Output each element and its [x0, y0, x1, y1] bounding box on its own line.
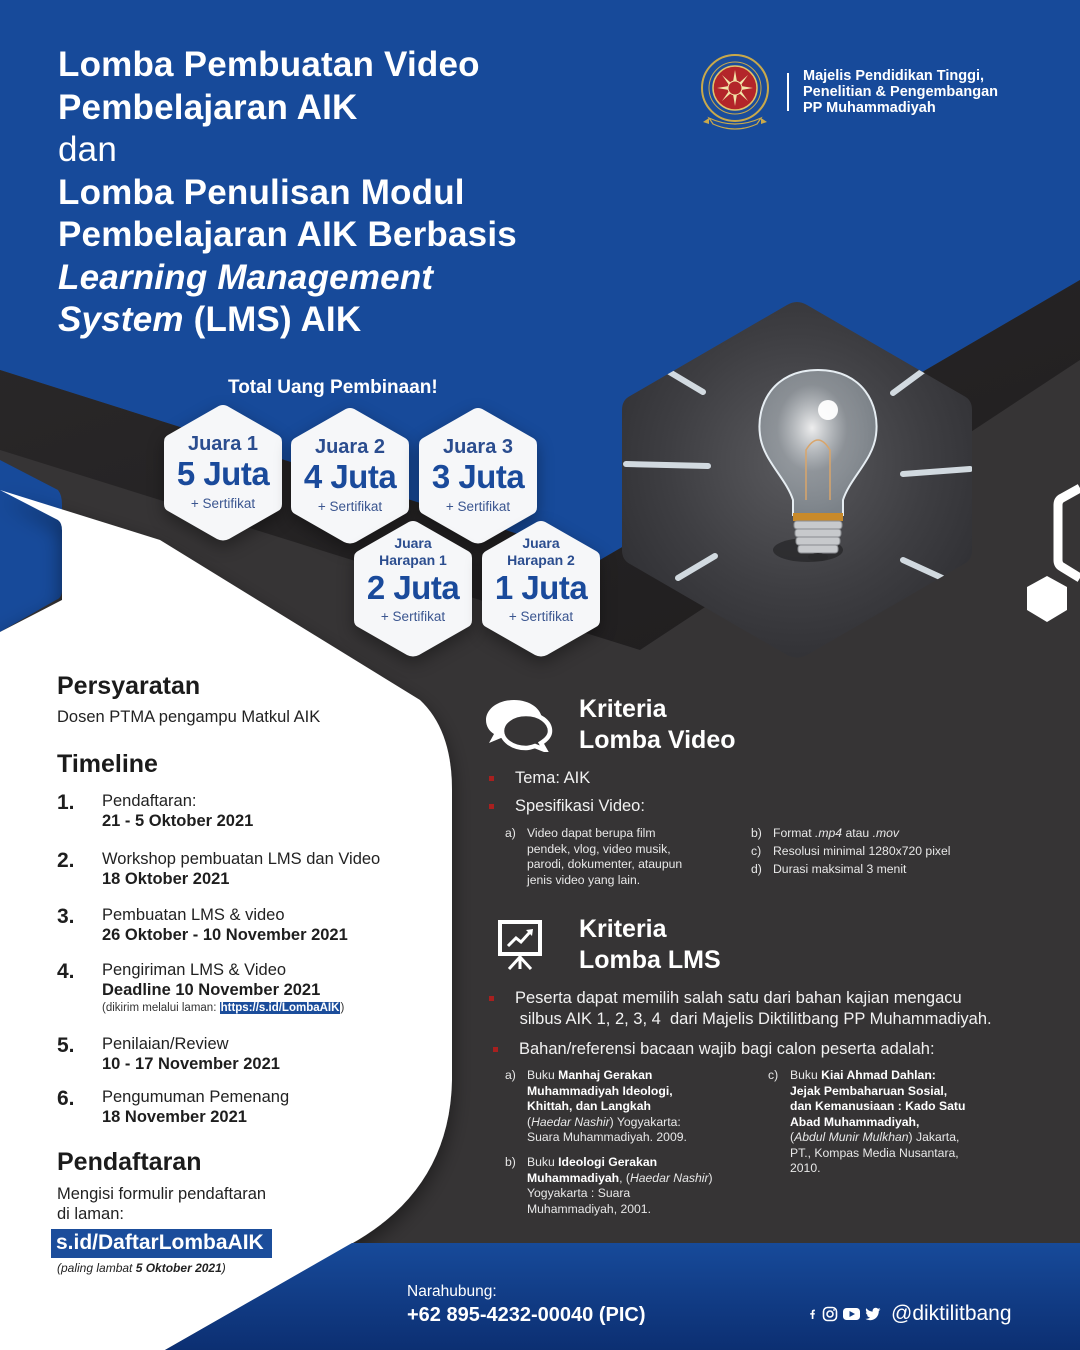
ref-title: Abad Muhammadiyah, — [790, 1114, 920, 1129]
light-bulb-icon — [618, 300, 976, 660]
video-spec-a — [505, 826, 747, 888]
timeline-number: 4. — [57, 960, 75, 983]
lms-bullet — [515, 988, 1075, 1030]
ref-title: Jejak Pembaharuan Sosial, — [790, 1083, 948, 1098]
prize-amount: 3 Juta — [431, 458, 525, 495]
ref-author: Haedar Nashir — [531, 1114, 610, 1129]
prize-label-line-2: Harapan 1 — [379, 552, 447, 568]
video-spec-b — [751, 826, 900, 842]
bulb-photo — [618, 300, 976, 660]
kriteria-lms-title — [579, 914, 721, 976]
timeline-date: Deadline 10 November 2021 — [102, 981, 321, 999]
spec-marker: d) — [751, 862, 762, 876]
ref-publisher: Yogyakarta : Suara — [527, 1186, 631, 1200]
prize-amount: 5 Juta — [176, 455, 270, 492]
prize-extra: + Sertifikat — [445, 499, 511, 514]
lms-bullet — [519, 1039, 935, 1060]
ref-marker: b) — [505, 1155, 516, 1169]
spec-marker: c) — [751, 844, 762, 858]
ref-title: Muhammadiyah — [527, 1170, 620, 1185]
org-line-3: PP Muhammadiyah — [803, 100, 936, 116]
persyaratan-text: Dosen PTMA pengampu Matkul AIK — [57, 708, 321, 726]
ref-author: Haedar Nashir — [629, 1170, 709, 1185]
spec-text: Resolusi minimal 1280x720 pixel — [773, 844, 951, 858]
ref-title: Khittah, dan Langkah — [527, 1099, 651, 1113]
video-bullet — [515, 768, 590, 789]
youtube-icon[interactable] — [842, 1306, 861, 1322]
prize-heading: Total Uang Pembinaan! — [228, 377, 438, 398]
title-line-1: Lomba Pembuatan Video — [58, 45, 480, 84]
title-line-7 — [58, 299, 618, 342]
timeline-heading: Timeline — [57, 750, 158, 778]
timeline-number: 3. — [57, 905, 75, 928]
ref-prefix: Buku — [790, 1068, 822, 1082]
spec-line: Video dapat berupa film — [527, 826, 656, 840]
timeline-title: Pembuatan LMS & video — [102, 906, 285, 924]
note-prefix: (dikirim melalui laman: — [102, 1002, 220, 1014]
ref-publisher: Muhammadiyah, 2001. — [527, 1201, 651, 1216]
title-line-2: Pembelajaran AIK — [58, 87, 358, 127]
title-lms-suffix: (LMS) AIK — [183, 300, 362, 339]
spec-text: Format — [773, 826, 815, 840]
contact-label: Narahubung: — [407, 1283, 497, 1300]
prize-amount: 4 Juta — [303, 458, 397, 495]
title-line-3: dan — [58, 130, 117, 169]
ref-author: Abdul Munir Mulkhan — [794, 1130, 909, 1144]
prize-card-harapan-2 — [480, 519, 602, 659]
social-handle[interactable]: @diktilitbang — [891, 1302, 1012, 1325]
video-bullet-text: Tema: AIK — [515, 769, 591, 787]
deadline-suffix: ) — [221, 1261, 226, 1275]
ref-marker: a) — [505, 1068, 516, 1082]
title-italic-lms-2: System — [58, 300, 184, 339]
prize-extra: + Sertifikat — [317, 499, 383, 514]
timeline-title: Workshop pembuatan LMS dan Video — [102, 850, 381, 868]
timeline-date: 26 Oktober - 10 November 2021 — [102, 926, 348, 944]
spec-line: pendek, vlog, video musik, — [527, 841, 671, 856]
ref-title: Manhaj Gerakan — [558, 1068, 653, 1082]
ref-marker: c) — [768, 1068, 779, 1082]
ref-publisher: PT., Kompas Media Nusantara, — [790, 1145, 959, 1160]
reference-c: c) Buku Kiai Ahmad Dahlan: Jejak Pembaharuan Sosial, dan Kemanusiaan : Kado Satu Abad Muhammadiyah, (Abdul Munir Mulkhan) Jakarta, PT., Kompas Media Nusantara, 2010. — [790, 1068, 1030, 1177]
registration-deadline-note — [57, 1261, 226, 1275]
video-spec-d — [751, 862, 907, 878]
instagram-icon[interactable] — [822, 1306, 838, 1322]
timeline-date: 18 November 2021 — [102, 1108, 247, 1126]
prize-label: Juara 2 — [314, 436, 386, 458]
timeline-date: 21 - 5 Oktober 2021 — [102, 812, 254, 830]
timeline-number: 5. — [57, 1034, 75, 1057]
kriteria-lms-title-line-2: Lomba LMS — [579, 946, 721, 974]
submission-link[interactable]: https://s.id/LombaAIK — [220, 1002, 340, 1014]
title-italic-lms-1: Learning Management — [58, 257, 434, 297]
prize-label-line-2: Harapan 2 — [507, 552, 575, 568]
timeline-number: 2. — [57, 849, 75, 872]
ref-title: Kiai Ahmad Dahlan: — [821, 1068, 936, 1082]
org-divider — [787, 73, 789, 111]
timeline-number: 6. — [57, 1087, 75, 1110]
ref-prefix: Buku — [527, 1068, 559, 1082]
ref-prefix: Buku — [527, 1155, 559, 1169]
lms-bullet-line-1: Peserta dapat memilih salah satu dari bahan kajian mengacu — [515, 989, 962, 1007]
lms-bullet-text: Bahan/referensi bacaan wajib bagi calon peserta adalah: — [519, 1040, 935, 1058]
muhammadiyah-emblem-icon — [695, 52, 775, 132]
spec-text-mid: atau — [842, 826, 873, 840]
prize-extra: + Sertifikat — [508, 609, 574, 624]
kriteria-lms-title-line-1: Kriteria — [579, 915, 667, 943]
prize-label: Juara 1 — [187, 433, 259, 455]
bullet-square-icon — [493, 1047, 498, 1052]
pendaftaran-text-line-2: di laman: — [57, 1205, 124, 1223]
spec-ext-1: .mp4 — [814, 826, 843, 840]
social-links — [808, 1302, 1012, 1326]
pendaftaran-text-line-1: Mengisi formulir pendaftaran — [57, 1185, 267, 1203]
timeline-date: 10 - 17 November 2021 — [102, 1055, 280, 1073]
registration-link[interactable]: s.id/DaftarLombaAIK — [51, 1229, 272, 1258]
contact-phone[interactable]: +62 895-4232-00040 (PIC) — [407, 1304, 646, 1326]
bullet-square-icon — [489, 776, 494, 781]
reference-a: a) Buku Manhaj Gerakan Muhammadiyah Ideologi, Khittah, dan Langkah (Haedar Nashir) Yogyakarta: Suara Muhammadiyah. 2009. — [527, 1068, 757, 1146]
pendaftaran-heading: Pendaftaran — [57, 1148, 202, 1176]
ref-publisher: 2010. — [790, 1161, 821, 1175]
ref-publisher: Suara Muhammadiyah. 2009. — [527, 1130, 687, 1144]
timeline-title: Penilaian/Review — [102, 1035, 229, 1053]
prize-extra: + Sertifikat — [380, 609, 446, 624]
kriteria-video-title-line-2: Lomba Video — [579, 726, 736, 754]
spec-line: jenis video yang lain. — [527, 872, 641, 887]
presentation-chart-icon — [497, 919, 547, 971]
prize-label — [352, 535, 474, 569]
org-line-1: Majelis Pendidikan Tinggi, — [803, 68, 985, 84]
ref-publisher: Jakarta, — [916, 1130, 960, 1144]
prize-amount: 1 Juta — [494, 569, 588, 606]
prize-label-line-1: Juara — [522, 535, 560, 551]
title-line-5: Pembelajaran AIK Berbasis — [58, 215, 517, 254]
ref-title: Muhammadiyah Ideologi, — [527, 1083, 673, 1098]
prize-label-line-1: Juara — [394, 535, 432, 551]
spec-marker: b) — [751, 826, 762, 840]
pendaftaran-text — [57, 1184, 337, 1224]
timeline-note — [102, 1001, 462, 1015]
org-line-2: Penelitian & Pengembangan — [803, 84, 998, 100]
prize-extra: + Sertifikat — [190, 496, 256, 511]
note-suffix: ) — [340, 1002, 345, 1014]
persyaratan-heading: Persyaratan — [57, 672, 201, 700]
video-bullet — [515, 796, 645, 817]
lms-bullet-line-2: silbus AIK 1, 2, 3, 4 dari Majelis Diktilitbang PP Muhammadiyah. — [515, 1010, 992, 1028]
prize-card-juara-1 — [162, 403, 284, 543]
facebook-icon[interactable] — [808, 1306, 818, 1322]
kriteria-video-title — [579, 694, 736, 756]
bullet-square-icon — [489, 804, 494, 809]
ref-title: dan Kemanusiaan : Kado Satu — [790, 1099, 966, 1113]
title-line-6 — [58, 257, 618, 300]
spec-line: parodi, dokumenter, ataupun — [527, 857, 683, 871]
video-bullet-text: Spesifikasi Video: — [515, 797, 645, 815]
spec-text: Durasi maksimal 3 menit — [773, 862, 907, 876]
timeline-title: Pengiriman LMS & Video — [102, 961, 287, 979]
prize-amount: 2 Juta — [366, 569, 460, 606]
spec-ext-2: .mov — [872, 826, 900, 840]
kriteria-video-title-line-1: Kriteria — [579, 695, 667, 723]
spec-marker: a) — [505, 826, 516, 840]
prize-label — [480, 535, 602, 569]
deadline-date: 5 Oktober 2021 — [135, 1261, 222, 1275]
ref-publisher: Yogyakarta: — [616, 1114, 681, 1129]
reference-b: b) Buku Ideologi Gerakan Muhammadiyah, (Haedar Nashir) Yogyakarta : Suara Muhammadiyah, 2001. — [527, 1155, 757, 1217]
deadline-prefix: (paling lambat — [57, 1261, 136, 1275]
timeline-date: 18 Oktober 2021 — [102, 870, 230, 888]
video-spec-c — [751, 844, 951, 860]
ref-title: Ideologi Gerakan — [558, 1155, 658, 1169]
timeline-title: Pengumuman Pemenang — [102, 1088, 290, 1106]
org-name — [803, 68, 998, 116]
prize-label: Juara 3 — [442, 436, 514, 458]
title-line-4: Lomba Penulisan Modul — [58, 172, 465, 212]
timeline-number: 1. — [57, 791, 75, 814]
page-title — [58, 44, 618, 342]
prize-card-harapan-1 — [352, 519, 474, 659]
timeline-title: Pendaftaran: — [102, 792, 197, 810]
org-branding — [695, 52, 1055, 132]
chat-bubbles-icon — [484, 698, 554, 752]
twitter-icon[interactable] — [865, 1306, 881, 1322]
bullet-square-icon — [489, 996, 494, 1001]
